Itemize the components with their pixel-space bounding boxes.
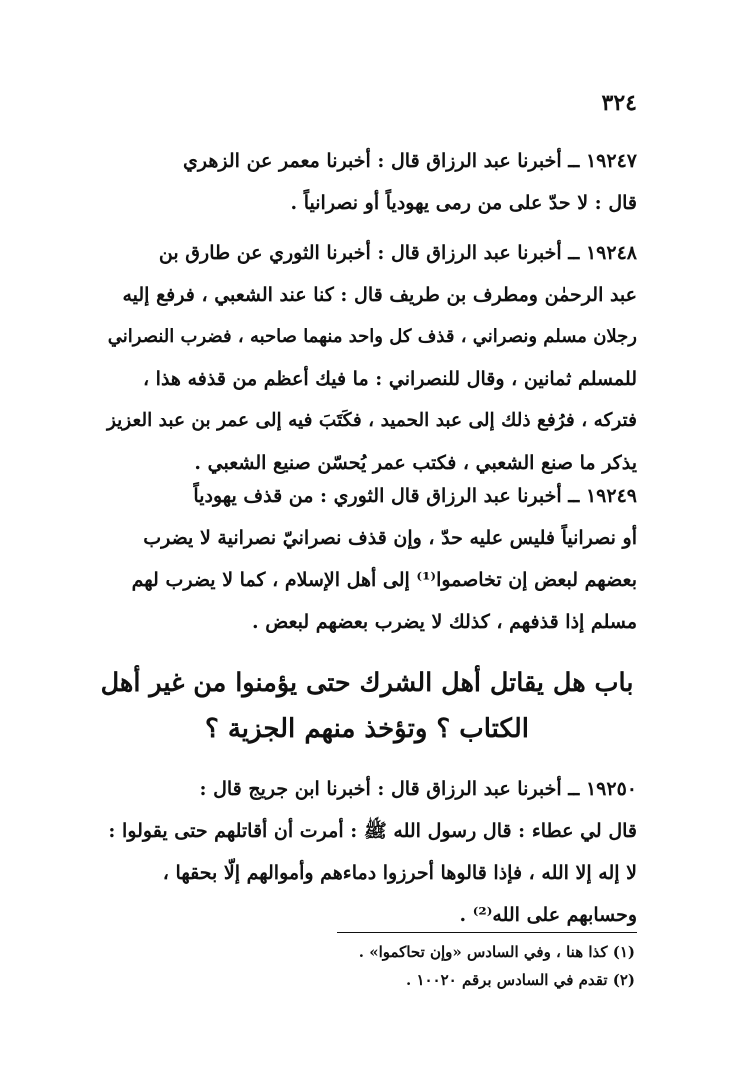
text-line: أو نصرانياً فليس عليه حدّ ، وإن قذف نصرانيّ نصرانية لا يضرب	[143, 527, 637, 549]
text-line: فتركه ، فرُفع ذلك إلى عبد الحميد ، فكَتَبَ فيه إلى عمر بن عبد العزيز	[106, 410, 637, 431]
text-line: ١٩٢٤٨ ــ أخبرنا عبد الرزاق قال : أخبرنا الثوري عن طارق بن	[158, 242, 637, 264]
text-line: عبد الرحمٰن ومطرف بن طريف قال : كنا عند الشعبي ، فرفع إليه	[122, 284, 637, 306]
text-line: رجلان مسلم ونصراني ، قذف كل واحد منهما صاحبه ، فضرب النصراني	[107, 326, 637, 347]
text-line: للمسلم ثمانين ، وقال للنصراني : ما فيك أعظم من قذفه هذا ،	[142, 368, 637, 390]
hadith-19247	[97, 140, 637, 224]
text-line: يذكر ما صنع الشعبي ، فكتب عمر يُحسّن صنيع الشعبي .	[194, 452, 637, 474]
chapter-heading	[97, 660, 637, 752]
hadith-19248	[97, 232, 637, 484]
footnote-2: (٢) تقدم في السادس برقم ١٠٠٢٠ .	[405, 971, 635, 989]
text-line: لا إله إلا الله ، فإذا قالوها أحرزوا دماءهم وأموالهم إلّا بحقها ،	[162, 862, 637, 884]
text-line: وحسابهم على الله⁽²⁾ .	[459, 904, 637, 926]
hadith-19249	[97, 475, 637, 643]
footnote-divider	[337, 932, 637, 933]
text-line: قال لي عطاء : قال رسول الله ﷺ : أمرت أن أقاتلهم حتى يقولوا :	[108, 820, 637, 842]
footnote-1: (١) كذا هنا ، وفي السادس «وإن تحاكموا» .	[358, 943, 635, 961]
heading-line: باب هل يقاتل أهل الشرك حتى يؤمنوا من غير أهل	[100, 668, 634, 698]
hadith-19250	[97, 768, 637, 936]
text-line: ١٩٢٤٩ ــ أخبرنا عبد الرزاق قال الثوري : من قذف يهودياً	[193, 485, 637, 507]
footnotes	[359, 938, 635, 994]
text-line: قال : لا حدّ على من رمى يهودياً أو نصرانياً .	[290, 192, 637, 214]
text-line: مسلم إذا قذفهم ، كذلك لا يضرب بعضهم لبعض .	[252, 611, 637, 633]
text-line: ١٩٢٤٧ ــ أخبرنا عبد الرزاق قال : أخبرنا معمر عن الزهري	[183, 150, 637, 172]
text-line: بعضهم لبعض إن تخاصموا⁽¹⁾ إلى أهل الإسلام ، كما لا يضرب لهم	[131, 569, 637, 591]
text-line: ١٩٢٥٠ ــ أخبرنا عبد الرزاق قال : أخبرنا ابن جريج قال :	[199, 778, 637, 800]
heading-line: الكتاب ؟ وتؤخذ منهم الجزية ؟	[204, 714, 530, 744]
page-number: ٣٢٤	[601, 90, 637, 116]
